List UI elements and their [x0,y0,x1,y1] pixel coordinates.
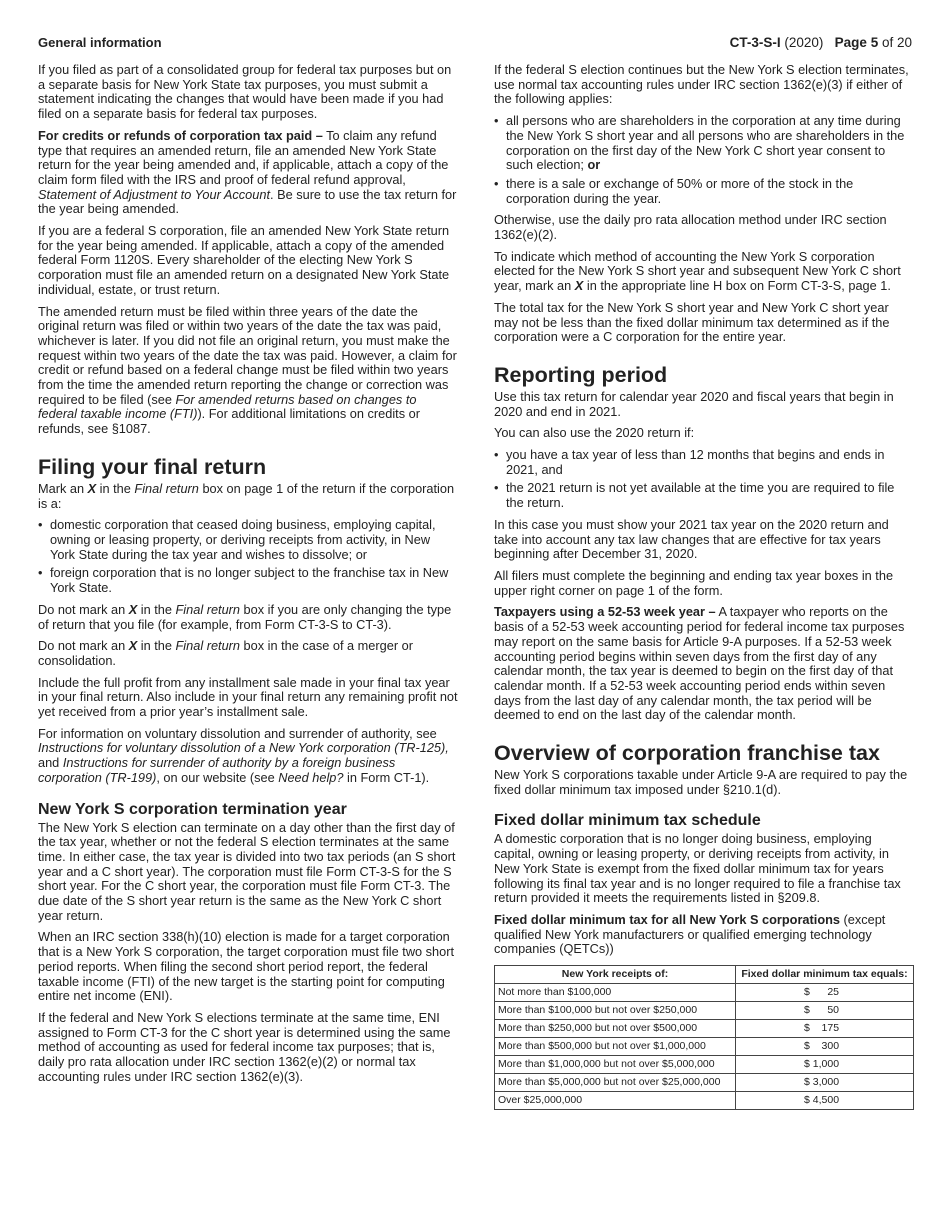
paragraph: Taxpayers using a 52-53 week year – A taxpayer who reports on the basis of a 52-53 week accounting period for federal income tax purposes may report on the same basis for Article 9-A purposes. If a 52-53 week accounting period begins within seven days from the first day of any calendar month, the tax year is deemed to begin on the first day of that calendar month. If a 52-53 week accounting period ends within seven days from the last day of any calendar month, the tax period will be deemed to end on the last day of the calendar month. [494,604,905,723]
heading-reporting-period: Reporting period [494,362,668,387]
page-header [730,35,912,50]
table-row [495,1038,914,1056]
table-row [495,1074,914,1092]
tax-cell: $ 25 [736,984,914,1002]
heading-termination-year: New York S corporation termination year [38,800,347,818]
receipts-cell: More than $250,000 but not over $500,000 [495,1020,736,1038]
paragraph: For information on voluntary dissolution and surrender of authority, see Instructions for voluntary dissolution of a New York corporation (TR-125), and Instructions for surrender of authority by a foreign business corporation (TR-199), on our website (see Need help? in Form CT-1). [38,725,449,785]
tax-cell: $ 50 [736,1002,914,1020]
receipts-cell: Not more than $100,000 [495,984,736,1002]
paragraph: Do not mark an X in the Final return box in the case of a merger or consolidation. [38,638,413,668]
table-row [495,1056,914,1074]
section-title: General information [38,35,162,50]
paragraph: To indicate which method of accounting the New York S corporation elected for the New York S short year and subsequent New York C short year, mark an X in the appropriate line H box on Form CT-3-S, page 1. [494,248,901,294]
tax-cell: $ 4,500 [736,1092,914,1110]
bullet-list [494,114,914,206]
receipts-cell: More than $1,000,000 but not over $5,000,000 [495,1056,736,1074]
table-row [495,984,914,1002]
paragraph: All filers must complete the beginning and ending tax year boxes in the upper right corner on page 1 of the form. [494,567,894,598]
tax-cell: $ 1,000 [736,1056,914,1074]
column-header-tax: Fixed dollar minimum tax equals: [736,966,914,984]
right-column [494,63,914,1110]
paragraph: Include the full profit from any installment sale made in your final tax year in your final return. Also include in your final return any remaining profit not yet received from a prior year’s installment sale. [38,674,458,720]
heading-fdm-schedule: Fixed dollar minimum tax schedule [494,812,761,830]
tax-cell: $ 300 [736,1038,914,1056]
paragraph: For credits or refunds of corporation tax paid – To claim any refund type that requires an amended return, file an amended New York State return for the year being amended and, if applicable, attach a copy of the claim form filed with the IRS and proof of federal refund approval, Statement of Adjustment to Your Account. Be sure to use the tax return for the year being amended. [38,127,457,217]
form-number: CT-3-S-I [729,35,781,50]
paragraph: You can also use the 2020 return if: [494,425,695,441]
list-item: • there is a sale or exchange of 50% or more of the stock in the corporation during the year. [494,177,914,206]
list-item: • domestic corporation that ceased doing business, employing capital, owning or leasing property, or deriving receipts from activity, in New York State during the tax year and wishes to dissolve; or [38,518,458,562]
paragraph: Do not mark an X in the Final return box if you are only changing the type of return that you file (for example, from Form CT-3-S to CT-3). [38,601,452,632]
bold-lead: For credits or refunds of corporation tax paid – [38,127,323,143]
paragraph: The amended return must be filed within three years of the date the original return was filed or within two years of the date the tax was paid, whichever is later. If you did not file an original return, you must make the request within two years of the date the tax was paid. However, a claim for credit or refund based on a federal change must be filed within two years from the time the amended return reporting the change or correction was required to be filed (see For amended returns based on changes to federal taxable income (FTI)). For additional limitations on credits or refunds, see §1087. [38,303,457,437]
paragraph: Mark an X in the Final return box on page 1 of the return if the corporation is a: [38,480,455,511]
bullet-list [38,518,458,596]
tax-cell: $ 175 [736,1020,914,1038]
paragraph: If the federal and New York S elections terminate at the same time, ENI assigned to Form CT-3 for the C short year is determined using the same method of accounting as used for federal income tax purposes; that is, daily pro rata allocation under IRC section 1362(e)(2) or normal tax accounting rules under IRC section 1362(e)(3). [38,1009,451,1084]
table-row [495,1002,914,1020]
paragraph: Otherwise, use the daily pro rata allocation method under IRC section 1362(e)(2). [494,212,887,243]
paragraph: In this case you must show your 2021 tax year on the 2020 return and take into account any tax law changes that are effective for tax years beginning after December 31, 2020. [494,516,889,562]
bullet-list [494,448,914,511]
paragraph: If the federal S election continues but the New York S election terminates, use normal tax accounting rules under IRC section 1362(e)(3) if either of the following applies: [494,62,909,107]
list-item: • foreign corporation that is no longer subject to the franchise tax in New York State. [38,566,458,595]
tax-cell: $ 3,000 [736,1074,914,1092]
page-total: of 20 [881,35,912,50]
paragraph: If you are a federal S corporation, file an amended New York State return for the year being amended. If applicable, attach a copy of the amended federal Form 1120S. Every shareholder of the electing New York S corporation must file an amended return on a designated New York State individual, estate, or trust return. [38,223,450,297]
page-number: Page 5 [834,35,879,50]
paragraph: If you filed as part of a consolidated group for federal tax purposes but on a separate basis for New York State tax purposes, you must submit a statement indicating the changes that would have been made if you had filed on a separate basis for federal tax purposes. [38,62,452,122]
paragraph: The total tax for the New York S short year and New York C short year may not be less than the fixed dollar minimum tax determined as if the corporation were a C corporation for the entire year. [494,299,890,345]
paragraph: Use this tax return for calendar year 2020 and fiscal years that begin in 2020 and end in 2021. [494,388,894,419]
receipts-cell: More than $5,000,000 but not over $25,000,000 [495,1074,736,1092]
fdm-tax-table [494,965,914,1110]
left-column [38,63,458,1091]
paragraph: New York S corporations taxable under Article 9-A are required to pay the fixed dollar minimum tax imposed under §210.1(d). [494,767,908,797]
paragraph: A domestic corporation that is no longer doing business, employing capital, owning or leasing property, or deriving receipts from activity, in New York State is exempt from the fixed dollar minimum tax for years following its final tax year and is no longer required to file a franchise tax return provided it meets the requirements listed in §209.8. [494,831,901,906]
paragraph: The New York S election can terminate on a day other than the first day of the tax year, whether or not the federal S election terminates at the same time. In either case, the tax year is divided into two tax periods (an S short year and a C short year). The corporation must file Form CT-3-S for the S short year. For the C short year, the corporation must file Form CT-3. The due date of the S short year return is the same as the New York C short year return. [38,819,456,923]
table-row [495,1020,914,1038]
table-header-row [495,966,914,984]
heading-overview: Overview of corporation franchise tax [494,741,880,766]
receipts-cell: More than $100,000 but not over $250,000 [495,1002,736,1020]
form-year: (2020) [784,35,824,50]
column-header-receipts: New York receipts of: [495,966,736,984]
receipts-cell: Over $25,000,000 [495,1092,736,1110]
list-item: • you have a tax year of less than 12 months that begins and ends in 2021, and [494,448,914,477]
receipts-cell: More than $500,000 but not over $1,000,000 [495,1038,736,1056]
list-item: • the 2021 return is not yet available at the time you are required to file the return. [494,481,914,510]
heading-final-return: Filing your final return [38,454,267,479]
paragraph: Fixed dollar minimum tax for all New York S corporations (except qualified New York manufacturers or qualified emerging technology companies (QETCs)) [494,911,886,957]
list-item: • all persons who are shareholders in the corporation at any time during the New York S short year and all persons who are shareholders in the corporation on the first day of the New York C short year consent to such election; or [494,114,914,173]
table-row [495,1092,914,1110]
paragraph: When an IRC section 338(h)(10) election is made for a target corporation that is a New York S corporation, the target corporation must file two short period reports. When filing the second short period report, the federal taxable income (FTI) of the new target is the starting point for computing entire net income (ENI). [38,929,454,1004]
